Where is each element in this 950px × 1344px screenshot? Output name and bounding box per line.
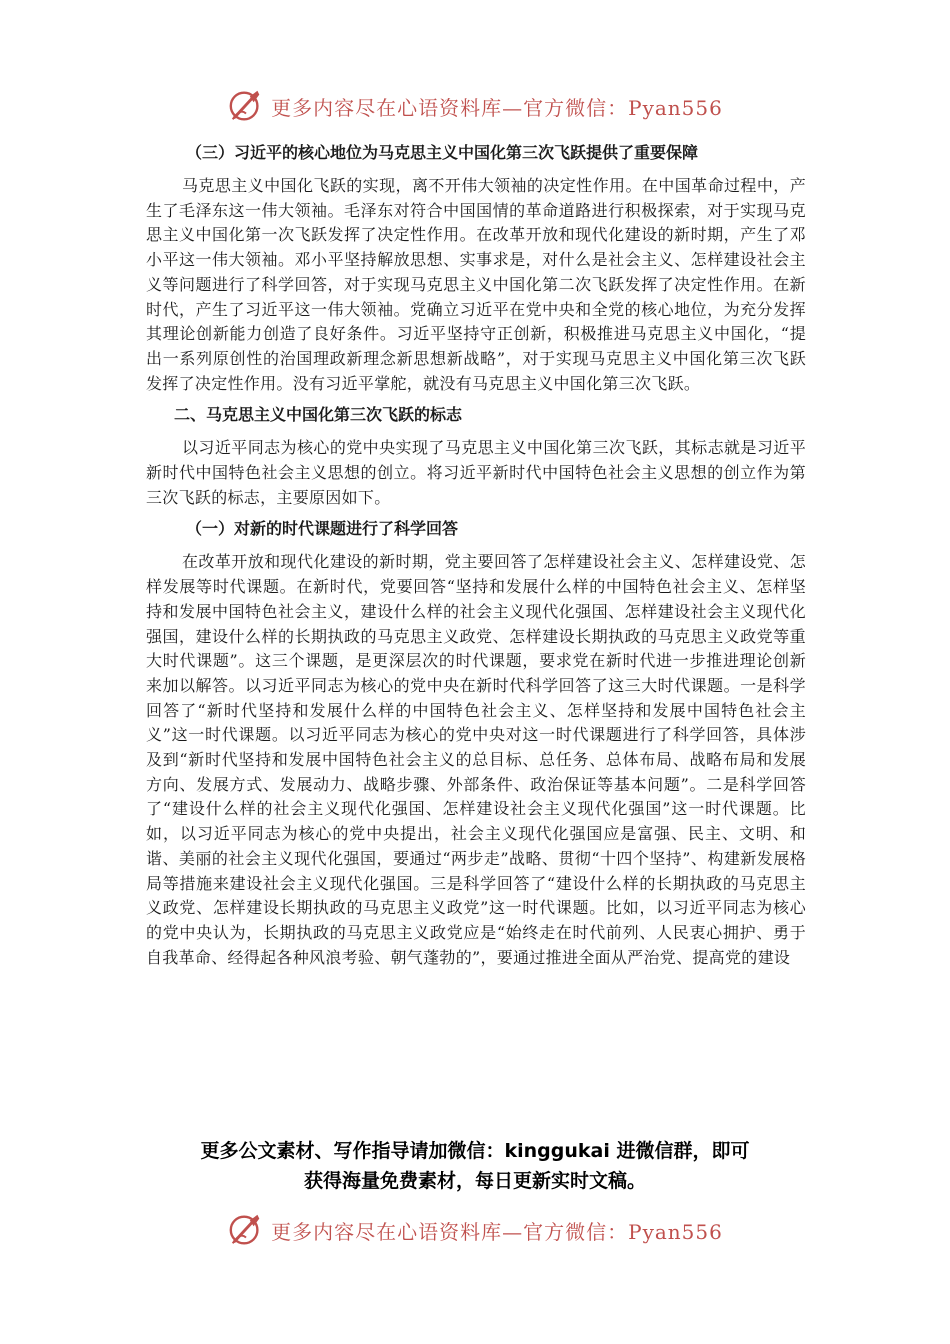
pen-nib-logo-icon: [227, 1211, 265, 1249]
banner-text: 更多内容尽在心语资料库—官方微信：Pyan556: [271, 95, 723, 120]
promo-notice: [0, 1136, 950, 1196]
heading-section-1: （一）对新的时代课题进行了科学回答: [186, 519, 459, 539]
paragraph-3: 在改革开放和现代化建设的新时期，党主要回答了怎样建设社会主义、怎样建设党、怎样发展等时代课题。在新时代，党要回答“坚持和发展什么样的中国特色社会主义、怎样坚持和发展中国特色社会主义，建设什么样的社会主义现代化强国、怎样建设社会主义现代化强国，建设什么样的长期执政的马克思主义政党、怎样建设长期执政的马克思主义政党等重大时代课题”。这三个课题，是更深层次的时代课题，要求党在新时代进一步推进理论创新来加以解答。以习近平同志为核心的党中央在新时代科学回答了这三大时代课题。一是科学回答了“新时代坚持和发展什么样的中国特色社会主义、怎样坚持和发展中国特色社会主义”这一时代课题。以习近平同志为核心的党中央对这一时代课题进行了科学回答，具体涉及到“新时代坚持和发展中国特色社会主义的总目标、总任务、总体布局、战略布局和发展方向、发展方式、发展动力、战略步骤、外部条件、政治保证等基本问题”。二是科学回答了“建设什么样的社会主义现代化强国、怎样建设社会主义现代化强国”这一时代课题。比如，以习近平同志为核心的党中央提出，社会主义现代化强国应是富强、民主、文明、和谐、美丽的社会主义现代化强国，要通过“两步走”战略、贯彻“十四个坚持”、构建新发展格局等措施来建设社会主义现代化强国。三是科学回答了“建设什么样的长期执政的马克思主义政党、怎样建设长期执政的马克思主义政党”这一时代课题。比如，以习近平同志为核心的党中央认为，长期执政的马克思主义政党应是“始终走在时代前列、人民衷心拥护、勇于自我革命、经得起各种风浪考验、朝气蓬勃的”，要通过推进全面从严治党、提高党的建设: [146, 552, 806, 967]
promo-line-2: 获得海量免费素材，每日更新实时文稿。: [303, 1170, 646, 1192]
pen-nib-logo-icon: [227, 87, 265, 125]
top-banner: [0, 84, 950, 128]
promo-line-1: 更多公文素材、写作指导请加微信：kinggukai 进微信群，即可: [200, 1140, 750, 1162]
bottom-banner: [0, 1208, 950, 1252]
document-body: [146, 140, 806, 976]
heading-section-3: （三）习近平的核心地位为马克思主义中国化第三次飞跃提供了重要保障: [186, 143, 699, 162]
paragraph-1: 马克思主义中国化飞跃的实现，离不开伟大领袖的决定性作用。在中国革命过程中，产生了毛泽东这一伟大领袖。毛泽东对符合中国国情的革命道路进行积极探索，对于实现马克思主义中国化第一次飞跃发挥了决定性作用。在改革开放和现代化建设的新时期，产生了邓小平这一伟大领袖。邓小平坚持解放思想、实事求是，对什么是社会主义、怎样建设社会主义等问题进行了科学回答，对于实现马克思主义中国化第二次飞跃发挥了决定性作用。在新时代，产生了习近平这一伟大领袖。党确立习近平在党中央和全党的核心地位，为充分发挥其理论创新能力创造了良好条件。习近平坚持守正创新，积极推进马克思主义中国化，“提出一系列原创性的治国理政新理念新思想新战略”，对于实现马克思主义中国化第三次飞跃发挥了决定性作用。没有习近平掌舵，就没有马克思主义中国化第三次飞跃。: [146, 176, 806, 393]
banner-text: 更多内容尽在心语资料库—官方微信：Pyan556: [271, 1219, 723, 1244]
heading-part-2: 二、马克思主义中国化第三次飞跃的标志: [174, 405, 463, 425]
paragraph-2: 以习近平同志为核心的党中央实现了马克思主义中国化第三次飞跃，其标志就是习近平新时代中国特色社会主义思想的创立。将习近平新时代中国特色社会主义思想的创立作为第三次飞跃的标志，主要原因如下。: [146, 438, 806, 507]
